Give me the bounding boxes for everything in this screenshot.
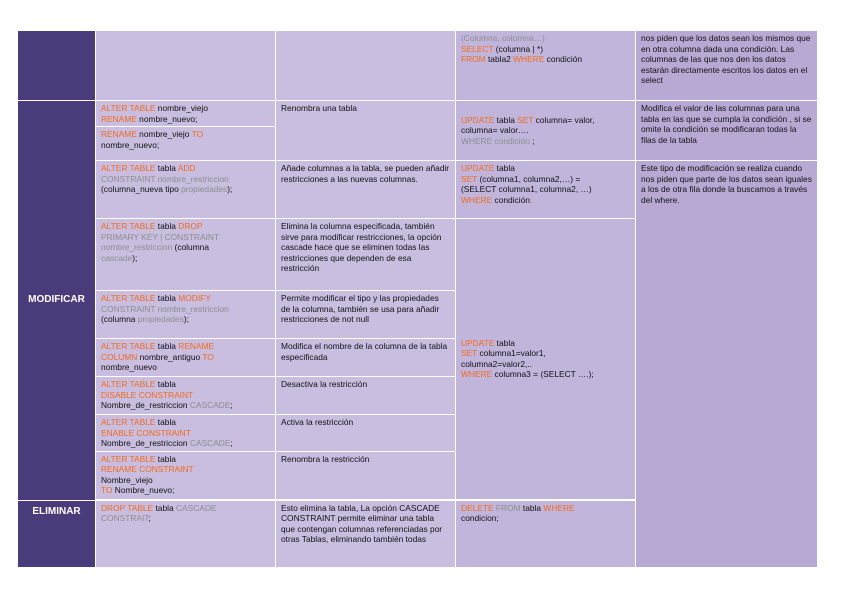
sql-token: propiedades	[181, 184, 228, 194]
sql-token: );	[227, 184, 233, 194]
syntax-cell	[96, 161, 276, 219]
sql-token: tabla	[155, 341, 179, 351]
sql-token: tabla	[494, 337, 515, 348]
sql-token: ALTER TABLE	[101, 341, 156, 351]
sql-token: DELETE	[461, 502, 494, 513]
section-header-modificar: MODIFICAR	[18, 101, 96, 501]
sql-token: WHERE	[461, 194, 493, 205]
sql-token: ENABLE CONSTRAINT	[101, 427, 191, 438]
sql-token: columna= valor,	[533, 114, 595, 125]
sql-token: ALTER TABLE	[101, 163, 156, 173]
sql-token: nombre_restriccion	[101, 242, 173, 252]
sql-reference-table	[17, 30, 817, 567]
table-row	[18, 161, 818, 219]
description-cell: nos piden que los datos sean los mismos que en otra columna dada una condición. Las columnas de las que nos den los datos estarán directamente escritos los datos en el select	[636, 31, 818, 101]
sql-token: FROM	[461, 54, 486, 64]
sql-token: tabla2	[485, 54, 514, 64]
syntax-cell	[96, 219, 276, 291]
update-syntax-cell	[456, 31, 636, 101]
purpose-cell: Renombra una tabla	[276, 101, 456, 161]
sql-token: COLUMN	[101, 351, 138, 362]
sql-token: tabla	[155, 417, 176, 427]
sql-token: ALTER TABLE	[101, 379, 156, 389]
syntax-cell	[96, 451, 276, 499]
sql-token: columna= valor….	[461, 125, 529, 136]
sql-token: RENAME	[101, 129, 137, 139]
sql-token: tabla	[155, 379, 176, 389]
update-syntax-cell	[456, 219, 636, 500]
sql-token: WHERE	[513, 54, 545, 64]
sql-token: MODIFY	[178, 293, 211, 303]
sql-token: (columna	[101, 314, 138, 324]
sql-token: CASCADE	[175, 502, 217, 513]
sql-token: DROP	[178, 221, 203, 231]
syntax-cell	[96, 127, 276, 161]
sql-token: );	[183, 314, 190, 324]
sql-token: tabla	[153, 502, 176, 513]
sql-token: nombre_nuevo	[101, 362, 157, 372]
sql-token: CONSTRAINT	[101, 173, 156, 184]
description-cell: Modifica el valor de las columnas para una tabla en las que se cumpla la condición , si se omite la condición se modificaran todas la filas de la tabla	[636, 101, 818, 161]
sql-token: tabla	[494, 163, 515, 173]
sql-token: ALTER TABLE	[101, 103, 156, 113]
table-row	[18, 31, 818, 101]
sql-token: tabla	[155, 453, 176, 464]
sql-token: tabla	[155, 221, 179, 231]
sql-token: (SELECT columna1, columna2, …)	[461, 184, 592, 194]
update-syntax-cell	[456, 161, 636, 219]
syntax-cell	[96, 339, 276, 377]
sql-token: (Columna, columna…)	[461, 33, 545, 43]
sql-token: TO	[101, 485, 113, 495]
sql-token: WHERE	[543, 502, 575, 513]
sql-token: WHERE	[461, 135, 493, 146]
sql-token: RENAME	[101, 113, 137, 124]
purpose-cell: Renombra la restricción	[276, 451, 456, 499]
sql-token: CASCADE	[189, 400, 231, 410]
section-header-eliminar: ELIMINAR	[18, 500, 96, 567]
sql-token: SET	[461, 173, 478, 184]
sql-token: condición	[492, 194, 530, 205]
sql-token: CASCADE	[189, 438, 231, 448]
sql-token: condición	[492, 135, 530, 146]
syntax-cell	[96, 291, 276, 339]
sql-token: CONSTRAINT	[101, 303, 156, 314]
sql-token: Nombre_de_restriccion	[101, 400, 190, 410]
sql-token: FROM	[493, 502, 521, 513]
sql-token: ALTER TABLE	[101, 453, 156, 464]
purpose-cell: Permite modificar el tipo y las propiedades de la columna, también se usa para añadir restricciones de not null	[276, 291, 456, 339]
sql-token: ALTER TABLE	[101, 417, 156, 427]
sql-token: RENAME	[178, 341, 215, 351]
sql-token: ;	[230, 400, 233, 410]
sql-token: UPDATE	[461, 337, 495, 348]
sql-token: TO	[202, 351, 214, 362]
section-header-blank	[18, 31, 96, 101]
table-row	[18, 101, 818, 127]
sql-token: UPDATE	[461, 163, 495, 173]
sql-token: nombre_nuevo;	[101, 139, 160, 150]
sql-token: UPDATE	[461, 114, 495, 125]
sql-token: nombre_nuevo;	[136, 113, 198, 124]
sql-token: );	[132, 252, 138, 263]
sql-token: ADD	[177, 163, 196, 173]
purpose-cell: Elimina la columna especificada, también sirve para modificar restricciones, la opción cascade hace que se eliminen todas las restricciones que dependen de esa restricción	[276, 219, 456, 291]
sql-token: tabla	[520, 502, 544, 513]
sql-token: DROP TABLE	[101, 502, 154, 513]
purpose-cell: Esto elimina la tabla, La opción CASCADE CONSTRAINT permite eliminar una tabla que contengan columnas referenciadas por otras Tablas, eliminando también todas	[276, 500, 456, 567]
sql-token: nombre_viejo	[136, 129, 192, 139]
sql-token: TO	[191, 129, 204, 139]
sql-token: Nombre_nuevo;	[112, 485, 175, 495]
sql-token: SET	[461, 348, 478, 359]
sql-token: PRIMARY KEY | CONSTRAINT	[101, 231, 220, 242]
sql-token: SELECT	[461, 43, 494, 54]
update-syntax-cell	[456, 500, 636, 567]
sql-token: ALTER TABLE	[101, 221, 156, 231]
sql-token: cascade	[101, 252, 133, 263]
sql-token: columna1=valor1,	[477, 348, 546, 359]
sql-token: tabla	[155, 293, 179, 303]
sql-token: (columna1, columna2,…) =	[477, 173, 581, 184]
syntax-cell	[96, 101, 276, 127]
sql-token: (columna | *)	[493, 43, 544, 54]
sql-token: CONSTRAIT	[101, 513, 149, 523]
sql-token: RENAME CONSTRAINT	[101, 464, 194, 474]
purpose-cell: Activa la restricción	[276, 415, 456, 452]
sql-token: nombre_viejo	[155, 103, 209, 113]
purpose-cell: Desactiva la restricción	[276, 377, 456, 415]
sql-token: WHERE	[461, 369, 493, 380]
sql-token: SET	[517, 114, 534, 125]
sql-token: nombre_restriccion	[155, 173, 229, 184]
sql-token: condicion;	[461, 513, 499, 523]
sql-reference-table-page	[17, 30, 817, 567]
description-cell: Este tipo de modificación se realiza cuando nos piden que parte de los datos sean iguales a los de otra fila donde la buscamos a través del where.	[636, 161, 818, 568]
syntax-cell	[96, 31, 276, 101]
sql-token: tabla	[494, 114, 518, 125]
purpose-cell	[276, 31, 456, 101]
sql-token: Nombre_de_restriccion	[101, 438, 190, 448]
sql-token: ;	[148, 513, 151, 523]
sql-token: (columna_nueva tipo	[101, 184, 182, 194]
sql-token: Nombre_viejo	[101, 474, 153, 485]
sql-token: condición	[544, 54, 583, 64]
sql-token: (columna	[172, 242, 209, 252]
sql-token: tabla	[155, 163, 178, 173]
purpose-cell: Añade columnas a la tabla, se pueden añadir restricciones a las nuevas columnas.	[276, 161, 456, 219]
sql-token: ALTER TABLE	[101, 293, 156, 303]
update-syntax-cell	[456, 101, 636, 161]
syntax-cell	[96, 377, 276, 415]
sql-token: DISABLE CONSTRAINT	[101, 389, 194, 400]
sql-token: columna3 = (SELECT ….);	[492, 369, 594, 380]
sql-token: ;	[230, 438, 233, 448]
syntax-cell	[96, 500, 276, 567]
purpose-cell: Modifica el nombre de la columna de la tabla especificada	[276, 339, 456, 377]
sql-token: ;	[529, 194, 533, 205]
sql-token: nombre_antiguo	[137, 351, 203, 362]
sql-token: propiedades	[137, 314, 184, 324]
sql-token: ;	[529, 135, 535, 146]
sql-token: columna2=valor2,..	[461, 358, 532, 369]
syntax-cell	[96, 415, 276, 452]
sql-token: nombre_restriccion	[155, 303, 229, 314]
